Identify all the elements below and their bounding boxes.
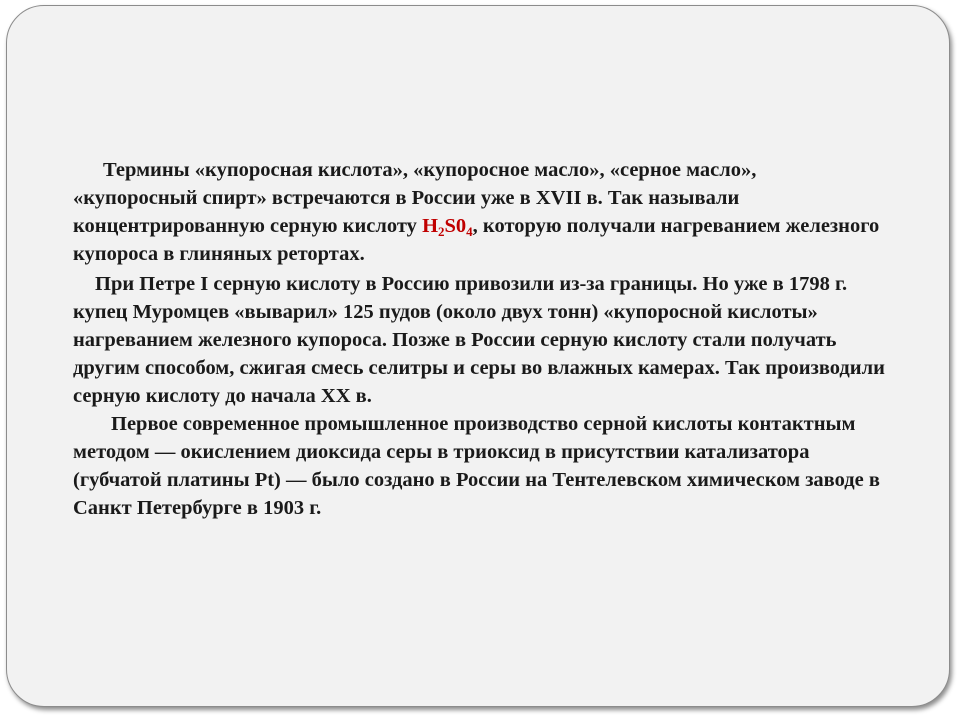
slide-frame bbox=[6, 5, 950, 707]
formula-s0: S0 bbox=[444, 215, 467, 237]
sulfuric-acid-formula bbox=[422, 215, 473, 237]
formula-sub-2: 2 bbox=[438, 224, 445, 239]
formula-sub-4: 4 bbox=[466, 224, 473, 239]
paragraph-1 bbox=[73, 156, 885, 268]
paragraph-1-text-after: , которую получали нагреванием железного купороса в глиняных ретортах. bbox=[73, 215, 880, 265]
slide-text-body bbox=[73, 156, 885, 522]
formula-h: H bbox=[422, 215, 439, 237]
paragraph-3: Первое современное промышленное производство серной кислоты контактным методом — окислением диоксида серы в триоксид в присутствии катализатора (губчатой платины Pt) — было создано в России на Тентелевском химическом заводе в Санкт Петербурге в 1903 г. bbox=[73, 413, 880, 519]
paragraph-2: При Петре I серную кислоту в Россию привозили из-за границы. Но уже в 1798 г. купец Муромцев «выварил» 125 пудов (около двух тонн) «купоросной кислоты» нагреванием железного купороса. Позже в России серную кислоту стали получать другим способом, сжигая смесь селитры и серы во влажных камерах. Так производили серную кислоту до начала XX в. bbox=[73, 273, 885, 407]
paragraph-1-text-before: Термины «купоросная кислота», «купоросное масло», «серное масло», «купоросный спирт» встречаются в России уже в XVII в. Так называли концентрированную серную кислоту bbox=[73, 159, 757, 237]
